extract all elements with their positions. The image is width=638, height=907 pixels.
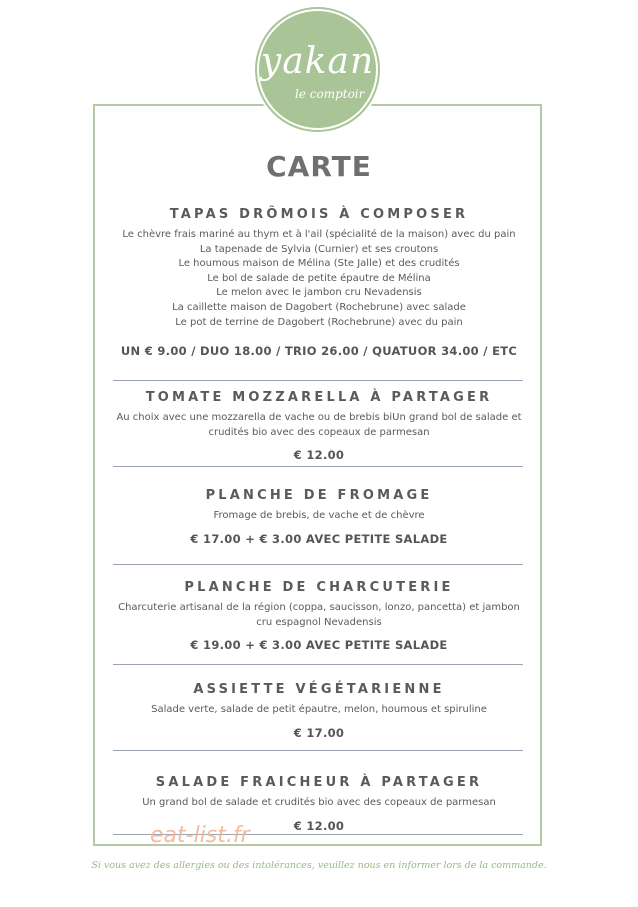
section-title: PLANCHE DE FROMAGE (205, 488, 433, 503)
watermark: eat-list.fr (150, 823, 250, 848)
description-line: Le houmous maison de Mélina (Ste Jalle) et des crudités (178, 258, 460, 270)
menu-section-tomate-mozzarella (110, 390, 528, 462)
section-description (110, 601, 528, 630)
description-line: Un grand bol de salade et crudités bio avec des copeaux de parmesan (142, 797, 496, 808)
description-line: Le chèvre frais mariné au thym et à l'ail (spécialité de la maison) avec du pain (122, 229, 516, 240)
section-price: € 17.00 (293, 725, 345, 740)
menu-section-planche-fromage (110, 488, 528, 546)
menu-section-planche-charcuterie (110, 580, 528, 652)
logo-tagline: le comptoir (295, 87, 365, 101)
description-line: Charcuterie artisanal de la région (coppa, saucisson, lonzo, pancetta) et jambon (118, 602, 520, 613)
section-description (110, 509, 528, 524)
description-line: Au choix avec une mozzarella de vache ou de brebis biUn grand bol de salade et (116, 412, 522, 423)
description-line: Le melon avec le jambon cru Nevadensis (216, 287, 422, 299)
description-line: La caillette maison de Dagobert (Rochebrune) avec salade (172, 301, 466, 313)
section-title: TAPAS DRÔMOIS À COMPOSER (169, 207, 469, 222)
section-divider (113, 564, 523, 565)
section-title: PLANCHE DE CHARCUTERIE (184, 580, 454, 595)
section-divider (113, 664, 523, 665)
description-line: Le pot de terrine de Dagobert (Rochebrune) avec du pain (175, 316, 463, 328)
description-line: Fromage de brebis, de vache et de chèvre (213, 510, 425, 521)
yakan-logo (253, 5, 382, 134)
section-divider (113, 466, 523, 467)
description-line: Le bol de salade de petite épautre de Mélina (207, 272, 431, 284)
section-divider (113, 750, 523, 751)
section-title: ASSIETTE VÉGÉTARIENNE (193, 682, 445, 697)
menu-section-tapas (110, 207, 528, 358)
section-price: UN € 9.00 / DUO 18.00 / TRIO 26.00 / QUATUOR 34.00 / ETC (120, 344, 518, 359)
section-description (110, 796, 528, 811)
description-line: La tapenade de Sylvia (Curnier) et ses croutons (199, 243, 439, 255)
logo-wordmark: yakan (260, 41, 375, 82)
section-price: € 17.00 + € 3.00 AVEC PETITE SALADE (190, 531, 448, 546)
section-price: € 12.00 (293, 818, 345, 833)
description-line: cru espagnol Nevadensis (256, 616, 382, 628)
section-description (110, 703, 528, 718)
section-title: TOMATE MOZZARELLA À PARTAGER (145, 390, 493, 405)
page-title: CARTE (266, 150, 372, 183)
section-title: SALADE FRAICHEUR À PARTAGER (155, 775, 483, 790)
allergy-notice: Si vous avez des allergies ou des intolérances, veuillez nous en informer lors de la commande. (91, 860, 547, 871)
description-line: Salade verte, salade de petit épautre, melon, houmous et spiruline (151, 704, 487, 715)
description-line: crudités bio avec des copeaux de parmesan (208, 426, 430, 438)
section-price: € 12.00 (293, 448, 345, 463)
section-price: € 19.00 + € 3.00 AVEC PETITE SALADE (190, 638, 448, 653)
section-description (110, 411, 528, 440)
menu-section-assiette-vegetarienne (110, 682, 528, 740)
section-description (110, 228, 528, 330)
section-divider (113, 380, 523, 381)
